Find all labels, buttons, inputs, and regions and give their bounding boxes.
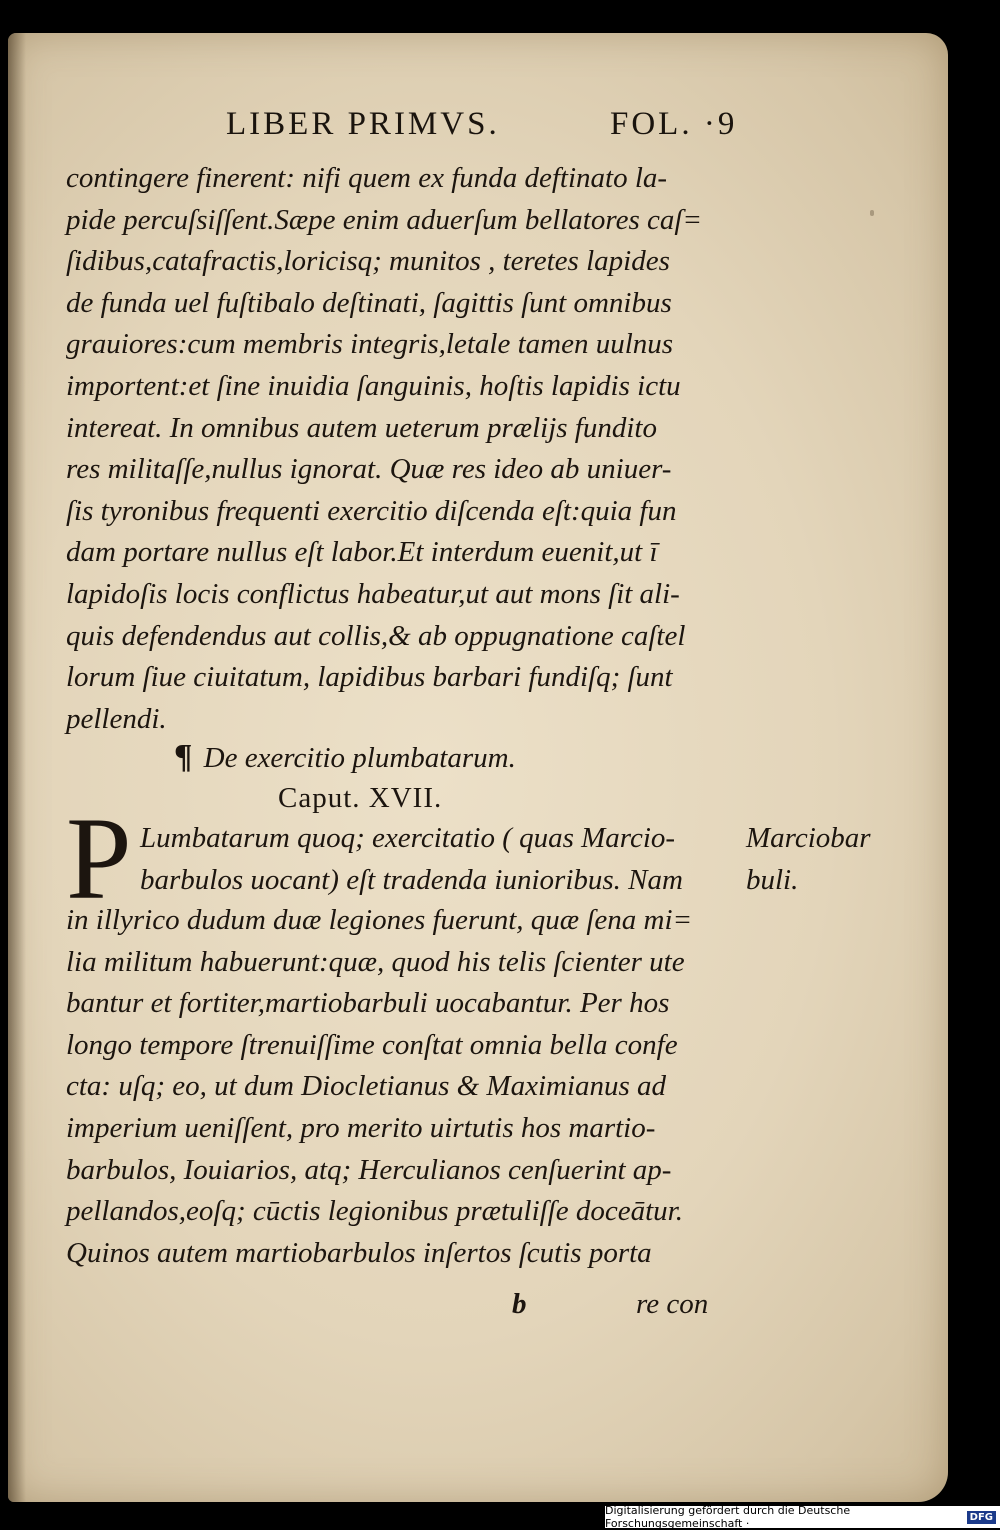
text-line: cta: uſq; eo, ut dum Diocletianus & Maximianus ad (66, 1070, 667, 1103)
dfg-logo: DFG (967, 1511, 996, 1524)
text-line: dam portare nullus eſt labor.Et interdum euenit,ut ī (66, 536, 658, 569)
page-gutter-shadow (8, 33, 26, 1502)
paper-speck (870, 210, 874, 216)
text-line: lorum ſiue ciuitatum, lapidibus barbari fundiſq; ſunt (66, 661, 673, 694)
text-line: bantur et fortiter,martiobarbuli uocabantur. Per hos (66, 987, 670, 1020)
paragraph-bottom (66, 900, 746, 1274)
section-heading-text: De exercitio plumbatarum. (203, 742, 516, 774)
text-line: contingere finerent: nifi quem ex funda deftinato la- (66, 162, 668, 194)
text-line: intereat. In omnibus autem ueterum prælijs fundito (66, 411, 657, 444)
digitization-footer (605, 1506, 1000, 1528)
margin-note-line: buli. (746, 863, 799, 896)
folio-number: FOL. ·9 (610, 106, 738, 142)
footer-text: Digitalisierung gefördert durch die Deutsche Forschungsgemeinschaft · (605, 1504, 851, 1530)
margin-note-line: Marciobar (746, 822, 871, 854)
section-heading (174, 738, 516, 776)
drop-cap: P (66, 793, 132, 924)
pilcrow-mark: ¶ (174, 738, 193, 775)
chapter-label: Caput. XVII. (278, 782, 443, 814)
text-line: de funda uel fuſtibalo deſtinati, ſagittis ſunt omnibus (66, 286, 672, 319)
text-line: pellendi. (66, 702, 167, 735)
text-line: ſidibus,catafractis,loricisq; munitos , teretes lapides (66, 245, 670, 278)
text-line: barbulos uocant) eſt tradenda iunioribus. Nam (140, 863, 683, 896)
text-line: barbulos, Iouiarios, atq; Herculianos cenſuerint ap- (66, 1153, 672, 1186)
text-line: pellandos,eoſq; cūctis legionibus prætuliſſe doceātur. (66, 1195, 683, 1228)
text-line: imperium ueniſſent, pro merito uirtutis hos martio- (66, 1111, 656, 1144)
text-line: pide percuſsiſſent.Sæpe enim aduerſum bellatores caſ= (66, 203, 702, 236)
text-line: in illyrico dudum duæ legiones fuerunt, quæ ſena mi= (66, 904, 693, 936)
text-line: lia militum habuerunt:quæ, quod his telis ſcienter ute (66, 945, 685, 978)
running-head-title: LIBER PRIMVS. (226, 106, 500, 142)
text-line: importent:et ſine inuidia ſanguinis, hoſtis lapidis ictu (66, 369, 681, 402)
chapter-opening-lines (140, 818, 745, 901)
text-line: Quinos autem martiobarbulos inſertos ſcutis porta (66, 1236, 652, 1269)
text-line: lapidoſis locis conflictus habeatur,ut aut mons ſit ali- (66, 577, 680, 610)
marginal-note (746, 818, 871, 901)
catchword: re con (636, 1288, 709, 1320)
text-line: grauiores:cum membris integris,letale tamen uulnus (66, 328, 674, 361)
text-line: ſis tyronibus frequenti exercitio diſcenda eſt:quia fun (66, 494, 677, 527)
paragraph-top (66, 158, 746, 740)
signature-mark: b (512, 1288, 527, 1320)
text-line: longo tempore ſtrenuiſſime conſtat omnia bella confe (66, 1028, 678, 1061)
text-line: Lumbatarum quoq; exercitatio ( quas Marcio- (140, 822, 676, 854)
text-line: quis defendendus aut collis,& ab oppugnatione caſtel (66, 619, 686, 652)
text-line: res militaſſe,nullus ignorat. Quæ res ideo ab uniuer- (66, 453, 672, 486)
